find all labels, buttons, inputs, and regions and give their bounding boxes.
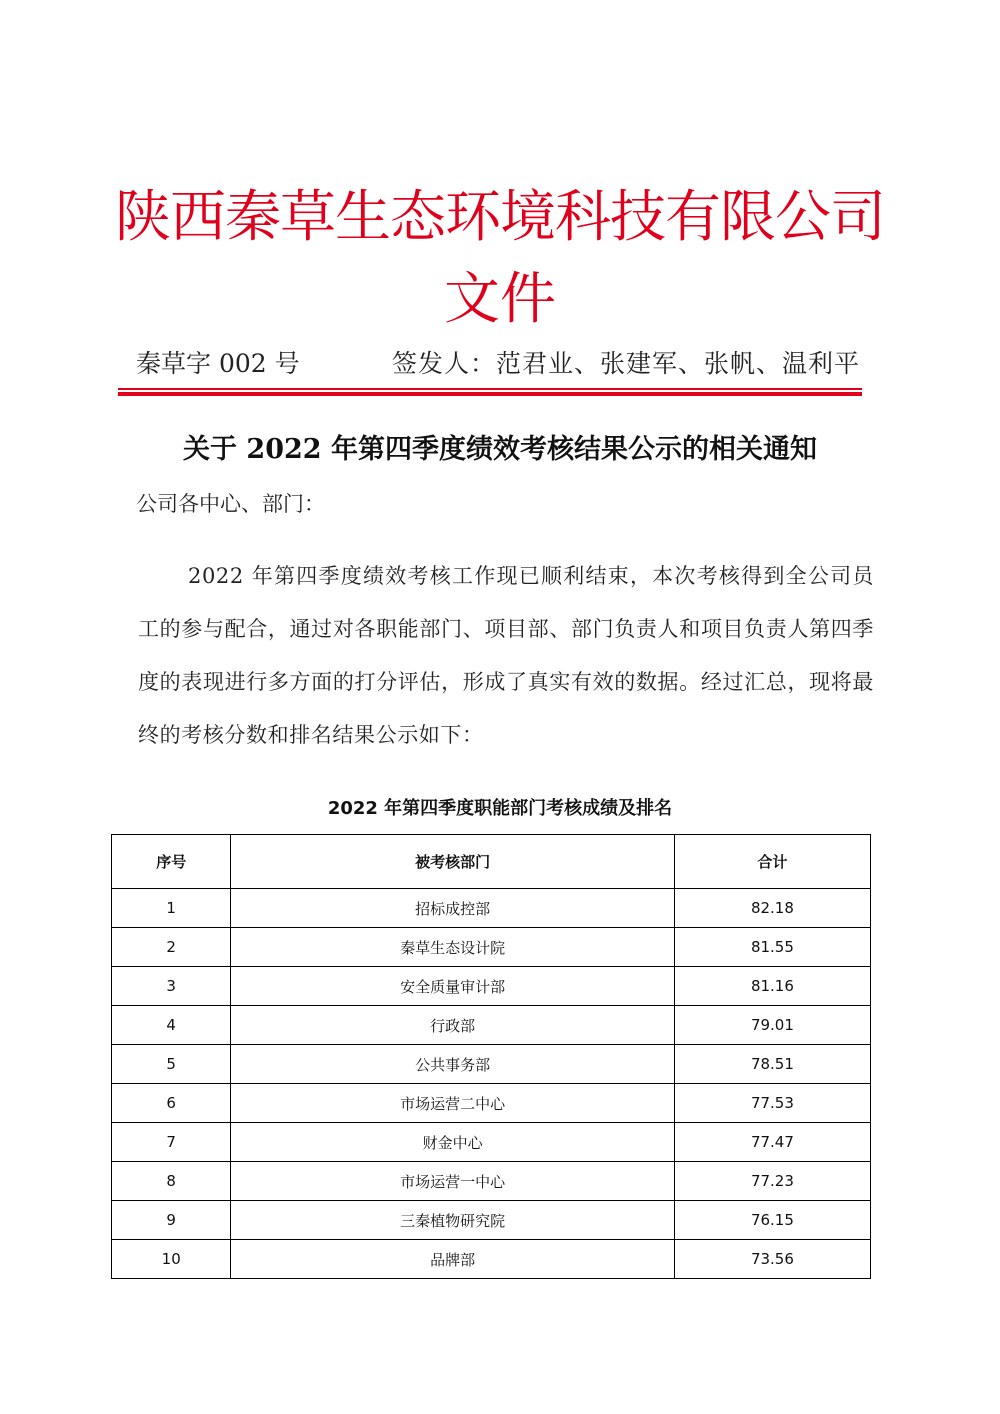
cell-rank: 2 <box>112 928 231 967</box>
table-row <box>112 1201 871 1240</box>
table-row <box>112 1162 871 1201</box>
cell-rank: 9 <box>112 1201 231 1240</box>
cell-rank: 7 <box>112 1123 231 1162</box>
cell-total: 81.55 <box>674 928 870 967</box>
table-row <box>112 1006 871 1045</box>
cell-total: 78.51 <box>674 1045 870 1084</box>
cell-department: 市场运营一中心 <box>231 1162 674 1201</box>
cell-department: 行政部 <box>231 1006 674 1045</box>
issuer-line: 签发人：范君业、张建军、张帆、温利平 <box>392 349 861 378</box>
header-rank: 序号 <box>112 835 231 889</box>
cell-department: 安全质量审计部 <box>231 967 674 1006</box>
table-caption: 2022 年第四季度职能部门考核成绩及排名 <box>327 798 673 819</box>
cell-rank: 4 <box>112 1006 231 1045</box>
cell-department: 招标成控部 <box>231 889 674 928</box>
header-total: 合计 <box>674 835 870 889</box>
cell-department: 公共事务部 <box>231 1045 674 1084</box>
organization-name: 陕西秦草生态环境科技有限公司 <box>115 185 885 250</box>
table-row <box>112 967 871 1006</box>
cell-total: 81.16 <box>674 967 870 1006</box>
cell-total: 82.18 <box>674 889 870 928</box>
header-department: 被考核部门 <box>231 835 674 889</box>
cell-rank: 1 <box>112 889 231 928</box>
cell-total: 77.23 <box>674 1162 870 1201</box>
cell-total: 76.15 <box>674 1201 870 1240</box>
table-row <box>112 889 871 928</box>
cell-department: 品牌部 <box>231 1240 674 1279</box>
cell-rank: 3 <box>112 967 231 1006</box>
body-paragraph: 2022 年第四季度绩效考核工作现已顺利结束，本次考核得到全公司员工的参与配合，通过对各职能部门、项目部、部门负责人和项目负责人第四季度的表现进行多方面的打分评估，形成了真实有效的数据。经过汇总，现将最终的考核分数和排名结果公示如下： <box>138 564 874 747</box>
header-divider-thick <box>118 392 862 396</box>
document-type: 文件 <box>444 267 556 332</box>
cell-department: 财金中心 <box>231 1123 674 1162</box>
cell-department: 市场运营二中心 <box>231 1084 674 1123</box>
cell-rank: 10 <box>112 1240 231 1279</box>
table-row <box>112 1240 871 1279</box>
cell-rank: 5 <box>112 1045 231 1084</box>
table-row <box>112 1084 871 1123</box>
greeting: 公司各中心、部门： <box>136 492 325 516</box>
cell-rank: 8 <box>112 1162 231 1201</box>
cell-total: 77.47 <box>674 1123 870 1162</box>
cell-total: 77.53 <box>674 1084 870 1123</box>
document-number: 秦草字 002 号 <box>136 349 300 378</box>
cell-total: 73.56 <box>674 1240 870 1279</box>
cell-department: 秦草生态设计院 <box>231 928 674 967</box>
table-header-row <box>112 835 871 889</box>
table-row <box>112 1123 871 1162</box>
cell-rank: 6 <box>112 1084 231 1123</box>
cell-total: 79.01 <box>674 1006 870 1045</box>
table-row <box>112 1045 871 1084</box>
table-row <box>112 928 871 967</box>
header-divider-thin <box>118 388 862 390</box>
score-table <box>111 834 871 1279</box>
cell-department: 三秦植物研究院 <box>231 1201 674 1240</box>
notice-title: 关于 2022 年第四季度绩效考核结果公示的相关通知 <box>183 434 817 465</box>
